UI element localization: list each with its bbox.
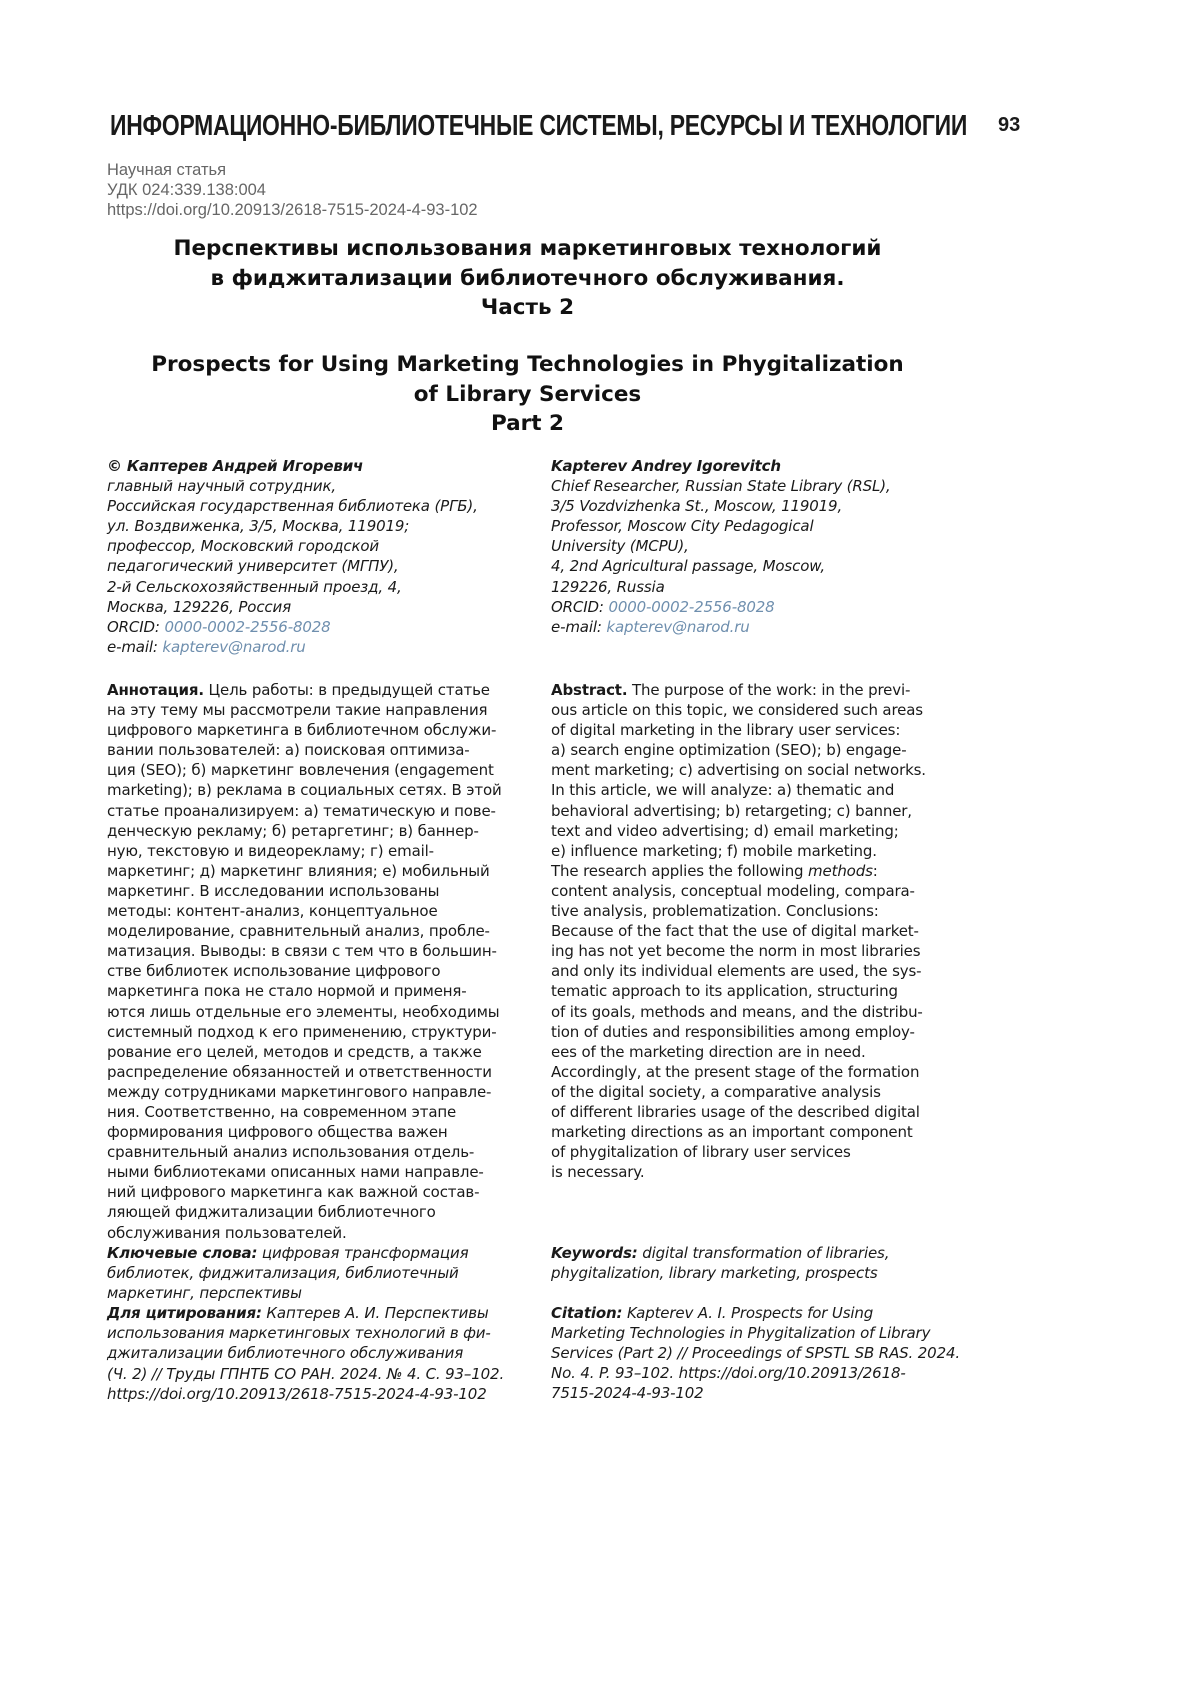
abstract-en bbox=[551, 680, 926, 1182]
text-line: 129226, Russia bbox=[551, 577, 891, 597]
email-label: e-mail: bbox=[551, 618, 606, 636]
text-line: вании пользователей: а) поисковая оптимиза- bbox=[107, 740, 502, 760]
orcid-link[interactable]: 0000-0002-2556-8028 bbox=[608, 598, 774, 616]
author-name: Kapterev Andrey Igorevitch bbox=[551, 456, 891, 476]
text-line: педагогический университет (МГПУ), bbox=[107, 556, 478, 576]
text-line: ными библиотеками описанных нами направле- bbox=[107, 1162, 502, 1182]
keywords-text: digital transformation of libraries, bbox=[638, 1244, 890, 1262]
text-line: Part 2 bbox=[0, 409, 1055, 439]
abstract-ru bbox=[107, 680, 502, 1243]
citation-text: Kapterev A. I. Prospects for Using bbox=[622, 1304, 873, 1322]
text-line: and only its individual elements are used, the sys- bbox=[551, 961, 926, 981]
text-line: of digital marketing in the library user services: bbox=[551, 720, 926, 740]
text-line: of the digital society, a comparative analysis bbox=[551, 1082, 926, 1102]
text-line: в фиджитализации библиотечного обслуживания. bbox=[0, 264, 1055, 294]
orcid-link[interactable]: 0000-0002-2556-8028 bbox=[164, 618, 330, 636]
keywords-body bbox=[107, 1263, 504, 1303]
author-ru bbox=[107, 456, 478, 657]
citation-label: Для цитирования: bbox=[107, 1304, 262, 1322]
text-line: системный подход к его применению, структури- bbox=[107, 1022, 502, 1042]
text-line: University (MCPU), bbox=[551, 536, 891, 556]
text-line: рование его целей, методов и средств, а также bbox=[107, 1042, 502, 1062]
author-name: © Каптерев Андрей Игоревич bbox=[107, 456, 478, 476]
keywords-label: Ключевые слова: bbox=[107, 1244, 257, 1262]
text-line: Accordingly, at the present stage of the formation bbox=[551, 1062, 926, 1082]
citation-text: Каптерев А. И. Перспективы bbox=[262, 1304, 489, 1322]
abstract-text: The purpose of the work: in the previ- bbox=[627, 681, 910, 699]
text-line: tematic approach to its application, structuring bbox=[551, 981, 926, 1001]
abstract-text: Цель работы: в предыдущей статье bbox=[204, 681, 490, 699]
text-line: маркетинг; д) маркетинг влияния; е) мобильный bbox=[107, 861, 502, 881]
orcid-label: ORCID: bbox=[551, 598, 608, 616]
page-number: 93 bbox=[998, 114, 1020, 137]
article-type: Научная статья bbox=[107, 160, 478, 180]
text-line: между сотрудниками маркетингового направле- bbox=[107, 1082, 502, 1102]
text-line: ний цифрового маркетинга как важной состав- bbox=[107, 1182, 502, 1202]
text-line: цифрового маркетинга в библиотечном обслужи- bbox=[107, 720, 502, 740]
citation-body bbox=[107, 1323, 504, 1403]
keywords-en bbox=[551, 1243, 889, 1283]
text-line: ment marketing; c) advertising on social networks. bbox=[551, 760, 926, 780]
text-line: of phygitalization of library user services bbox=[551, 1142, 926, 1162]
text-line: No. 4. P. 93–102. https://doi.org/10.20913/2618- bbox=[551, 1363, 960, 1383]
text-line: of Library Services bbox=[0, 380, 1055, 410]
abstract-body bbox=[551, 881, 926, 1182]
text-line: content analysis, conceptual modeling, compara- bbox=[551, 881, 926, 901]
text-line: a) search engine optimization (SEO); b) engage- bbox=[551, 740, 926, 760]
text-line: ляющей фиджитализации библиотечного bbox=[107, 1202, 502, 1222]
text-line: профессор, Московский городской bbox=[107, 536, 478, 556]
text-line: Chief Researcher, Russian State Library (RSL), bbox=[551, 476, 891, 496]
email-link[interactable]: kapterev@narod.ru bbox=[162, 638, 305, 656]
keywords-label: Keywords: bbox=[551, 1244, 638, 1262]
abstract-label: Abstract. bbox=[551, 681, 627, 699]
text-line: стве библиотек использование цифрового bbox=[107, 961, 502, 981]
text-line: 4, 2nd Agricultural passage, Moscow, bbox=[551, 556, 891, 576]
text-line: phygitalization, library marketing, prospects bbox=[551, 1263, 889, 1283]
citation-body bbox=[551, 1323, 960, 1403]
text-line: обслуживания пользователей. bbox=[107, 1223, 502, 1243]
methods-term: methods bbox=[808, 862, 873, 880]
keywords-text: цифровая трансформация bbox=[257, 1244, 468, 1262]
orcid-label: ORCID: bbox=[107, 618, 164, 636]
author-affiliation bbox=[107, 476, 478, 617]
title-ru bbox=[0, 234, 1055, 323]
text-line: behavioral advertising; b) retargeting; c) banner, bbox=[551, 801, 926, 821]
text-line: статье проанализируем: а) тематическую и пове- bbox=[107, 801, 502, 821]
keywords-ru bbox=[107, 1243, 504, 1404]
text-line: tive analysis, problematization. Conclusions: bbox=[551, 901, 926, 921]
abstract-body bbox=[107, 700, 502, 1243]
email-link[interactable]: kapterev@narod.ru bbox=[606, 618, 749, 636]
text-line: ются лишь отдельные его элементы, необходимы bbox=[107, 1002, 502, 1022]
text-line: 3/5 Vozdvizhenka St., Moscow, 119019, bbox=[551, 496, 891, 516]
udc-code: УДК 024:339.138:004 bbox=[107, 180, 478, 200]
text-line: Перспективы использования маркетинговых технологий bbox=[0, 234, 1055, 264]
text-line: ees of the marketing direction are in need. bbox=[551, 1042, 926, 1062]
text-line: распределение обязанностей и ответственности bbox=[107, 1062, 502, 1082]
text-line: Marketing Technologies in Phygitalization of Library bbox=[551, 1323, 960, 1343]
text-line: ул. Воздвиженка, 3/5, Москва, 119019; bbox=[107, 516, 478, 536]
text-line: Российская государственная библиотека (РГБ), bbox=[107, 496, 478, 516]
text-line: e) influence marketing; f) mobile marketing. bbox=[551, 841, 926, 861]
doi-link[interactable]: https://doi.org/10.20913/2618-7515-2024-4-93-102 bbox=[107, 200, 478, 220]
title-en bbox=[0, 350, 1055, 439]
text-line: денческую рекламу; б) ретаргетинг; в) баннер- bbox=[107, 821, 502, 841]
text-line: Москва, 129226, Россия bbox=[107, 597, 478, 617]
text-line: In this article, we will analyze: a) thematic and bbox=[551, 780, 926, 800]
text-line: tion of duties and responsibilities among employ- bbox=[551, 1022, 926, 1042]
text-line: 2-й Сельскохозяйственный проезд, 4, bbox=[107, 577, 478, 597]
text-line: маркетинга пока не стало нормой и применя- bbox=[107, 981, 502, 1001]
text-line: of its goals, methods and means, and the distribu- bbox=[551, 1002, 926, 1022]
text-line: Services (Part 2) // Proceedings of SPSTL SB RAS. 2024. bbox=[551, 1343, 960, 1363]
text-line: маркетинг. В исследовании использованы bbox=[107, 881, 502, 901]
text-line: сравнительный анализ использования отдель- bbox=[107, 1142, 502, 1162]
text-line: Because of the fact that the use of digital market- bbox=[551, 921, 926, 941]
abstract-text: : bbox=[873, 862, 878, 880]
text-line: джитализации библиотечного обслуживания bbox=[107, 1343, 504, 1363]
journal-section-title: ИНФОРМАЦИОННО-БИБЛИОТЕЧНЫЕ СИСТЕМЫ, РЕСУРСЫ И ТЕХНОЛОГИИ bbox=[110, 110, 967, 143]
text-line: (Ч. 2) // Труды ГПНТБ СО РАН. 2024. № 4. С. 93–102. bbox=[107, 1364, 504, 1384]
text-line: формирования цифрового общества важен bbox=[107, 1122, 502, 1142]
text-line: маркетинг, перспективы bbox=[107, 1283, 504, 1303]
abstract-label: Аннотация. bbox=[107, 681, 204, 699]
text-line: ную, текстовую и видеорекламу; г) email- bbox=[107, 841, 502, 861]
article-meta bbox=[107, 160, 478, 220]
text-line: of different libraries usage of the described digital bbox=[551, 1102, 926, 1122]
text-line: marketing); в) реклама в социальных сетях. В этой bbox=[107, 780, 502, 800]
text-line: ing has not yet become the norm in most libraries bbox=[551, 941, 926, 961]
abstract-text: The research applies the following bbox=[551, 862, 808, 880]
text-line: матизация. Выводы: в связи с тем что в большин- bbox=[107, 941, 502, 961]
text-line: библиотек, фиджитализация, библиотечный bbox=[107, 1263, 504, 1283]
text-line: главный научный сотрудник, bbox=[107, 476, 478, 496]
text-line: 7515-2024-4-93-102 bbox=[551, 1383, 960, 1403]
text-line: на эту тему мы рассмотрели такие направления bbox=[107, 700, 502, 720]
citation-label: Citation: bbox=[551, 1304, 622, 1322]
text-line: https://doi.org/10.20913/2618-7515-2024-4-93-102 bbox=[107, 1384, 504, 1404]
keywords-body bbox=[551, 1263, 889, 1283]
text-line: text and video advertising; d) email marketing; bbox=[551, 821, 926, 841]
text-line: ния. Соответственно, на современном этапе bbox=[107, 1102, 502, 1122]
text-line: моделирование, сравнительный анализ, пробле- bbox=[107, 921, 502, 941]
text-line: методы: контент-анализ, концептуальное bbox=[107, 901, 502, 921]
text-line: Часть 2 bbox=[0, 293, 1055, 323]
text-line: Professor, Moscow City Pedagogical bbox=[551, 516, 891, 536]
author-en bbox=[551, 456, 891, 637]
text-line: ous article on this topic, we considered such areas bbox=[551, 700, 926, 720]
text-line: Prospects for Using Marketing Technologies in Phygitalization bbox=[0, 350, 1055, 380]
email-label: e-mail: bbox=[107, 638, 162, 656]
text-line: marketing directions as an important component bbox=[551, 1122, 926, 1142]
author-affiliation bbox=[551, 476, 891, 597]
abstract-body bbox=[551, 700, 926, 861]
text-line: использования маркетинговых технологий в фи- bbox=[107, 1323, 504, 1343]
text-line: is necessary. bbox=[551, 1162, 926, 1182]
citation-en bbox=[551, 1303, 960, 1403]
text-line: ция (SEO); б) маркетинг вовлечения (engagement bbox=[107, 760, 502, 780]
